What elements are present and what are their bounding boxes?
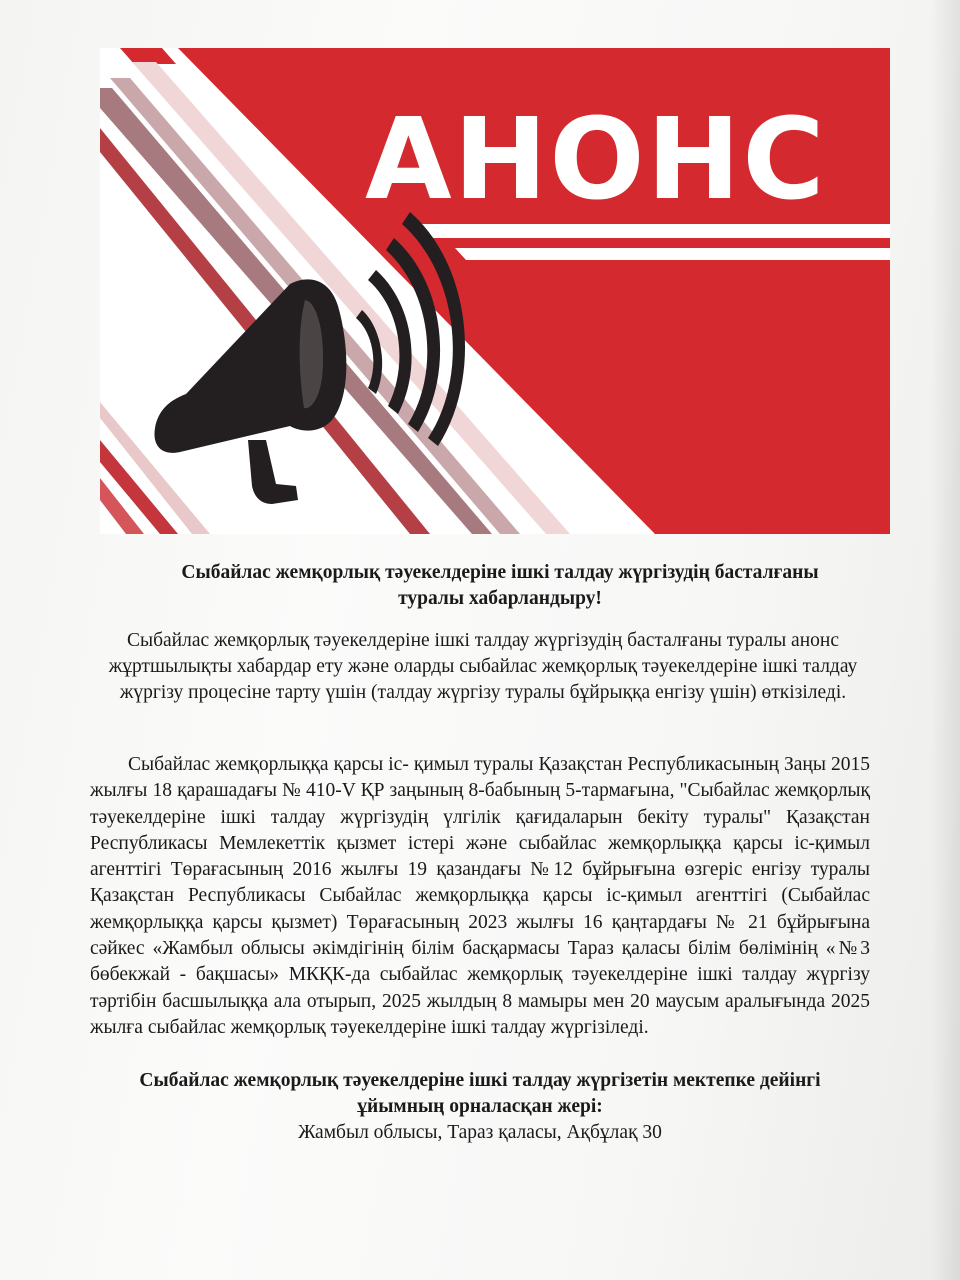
location-line-1: Сыбайлас жемқорлық тәуекелдеріне ішкі талдау жүргізетін мектепке дейінгі <box>139 1070 821 1091</box>
location-line-2: ұйымның орналасқан жері: <box>357 1096 603 1117</box>
intro-paragraph: Сыбайлас жемқорлық тәуекелдеріне ішкі талдау жүргізудің басталғаны туралы анонс жұртшылықты хабардар ету және оларды сыбайлас жемқорлық тәуекелдеріне ішкі талдау жүргізу процесіне тарту үшін (талдау жүргізу туралы бұйрыққа енгізу үшін) өткізіледі. <box>108 630 858 703</box>
heading-line-1: Сыбайлас жемқорлық тәуекелдеріне ішкі талдау жүргізудің басталғаны <box>181 562 819 583</box>
banner-graphic <box>100 48 890 534</box>
location-address: Жамбыл облысы, Тараз қаласы, Ақбұлақ 30 <box>298 1122 662 1143</box>
banner-accent-bar-1 <box>410 224 890 238</box>
announcement-banner <box>100 48 890 534</box>
announcement-heading <box>0 560 960 612</box>
main-paragraph: Сыбайлас жемқорлыққа қарсы іс- қимыл туралы Қазақстан Республикасының Заңы 2015 жылғы 18 қарашадағы № 410-V ҚР заңының 8-бабының 5-тармағына, "Сыбайлас жемқорлық тәуекелдеріне ішкі талдау жүргізудің үлгілік қағидаларын бекіту туралы" Қазақстан Республикасы Мемлекеттік қызмет істері және сыбайлас жемқорлыққа қарсы іс-қимыл агенттігі Төрағасының 2016 жылғы 19 қазандағы №12 бұйрығына өзгеріс енгізу туралы Қазақстан Республикасы Сыбайлас жемқорлыққа қарсы іс-қимыл агенттігі (Сыбайлас жемқорлыққа қарсы қызмет) Төрағасының 2023 жылғы 16 қаңтардағы № 21 бұйрығына сәйкес «Жамбыл облысы әкімдігінің білім басқармасы Тараз қаласы білім бөлімінің «№3 бөбекжай - бақшасы» МКҚК-да сыбайлас жемқорлық тәуекелдеріне ішкі талдау жүргізу тәртібін басшылыққа ала отырып, 2025 жылдың 8 мамыры мен 20 маусым аралығында 2025 жылға сыбайлас жемқорлық тәуекелдеріне ішкі талдау жүргізіледі. <box>90 754 870 1038</box>
location-block <box>0 1068 960 1146</box>
banner-accent-bar-2 <box>455 248 890 260</box>
banner-title: АНОНС <box>365 95 827 225</box>
heading-line-2: туралы хабарландыру! <box>398 588 602 609</box>
